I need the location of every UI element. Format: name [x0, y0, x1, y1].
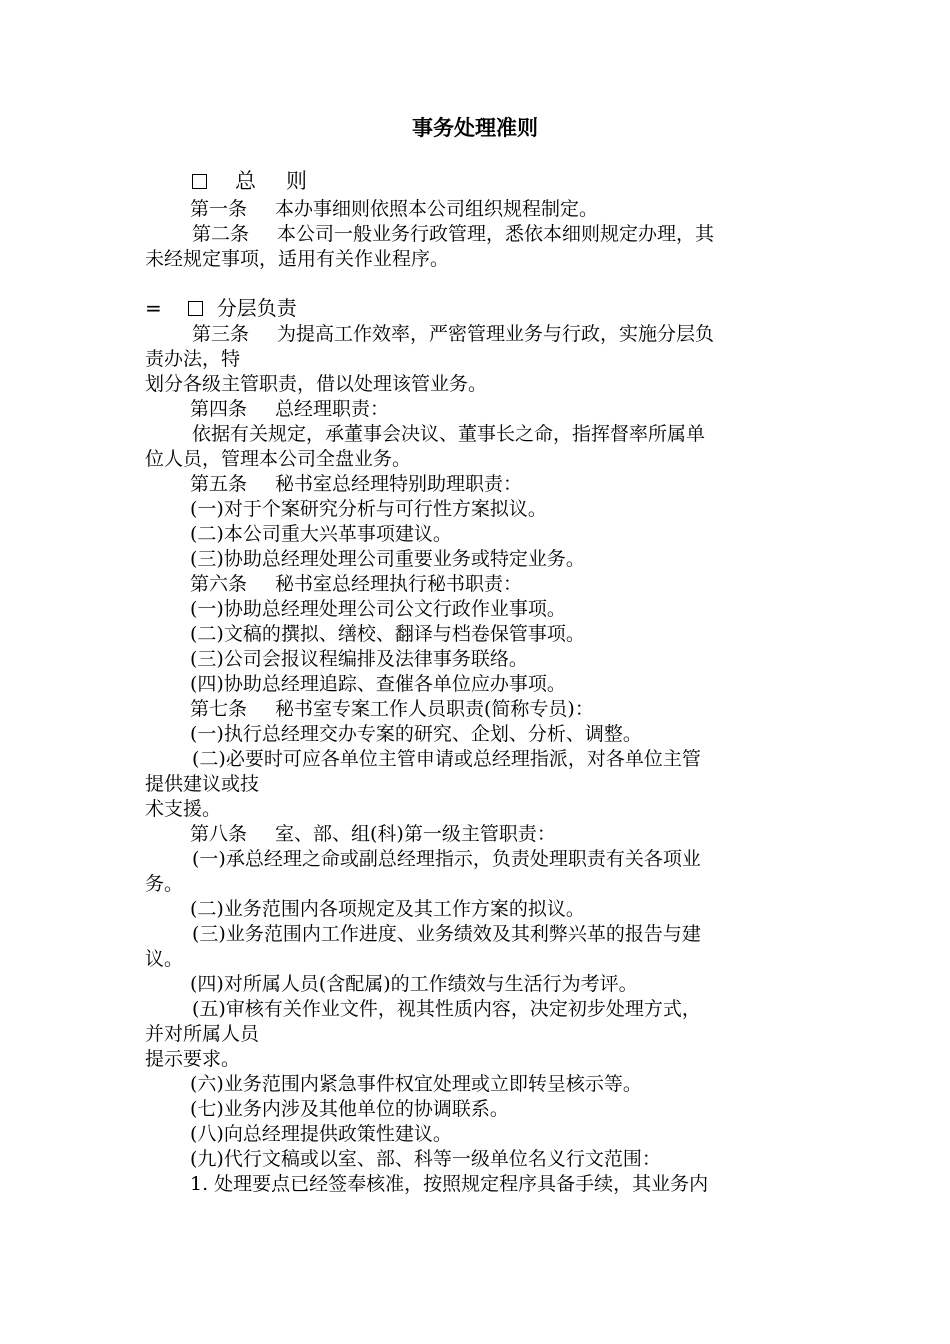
article-5: 第五条 秘书室总经理特别助理职责： [190, 473, 523, 495]
article-7: 第七条 秘书室专案工作人员职责(简称专员)： [190, 698, 594, 720]
article-4-detail-line-1: 依据有关规定，承董事会决议、董事长之命，指挥督率所属单 [192, 423, 706, 445]
article-3-line-3: 划分各级主管职责，借以处理该管业务。 [145, 373, 488, 395]
article-5-item: (三)协助总经理处理公司重要业务或特定业务。 [190, 548, 585, 570]
article-3-line-2: 责办法，特 [145, 348, 241, 370]
article-6-item: (三)公司会报议程编排及法律事务联络。 [190, 648, 528, 670]
article-3-line-1: 第三条 为提高工作效率，严密管理业务与行政，实施分层负 [192, 323, 715, 345]
article-4: 第四条 总经理职责： [190, 398, 390, 420]
article-7-item-2-line-1: (二)必要时可应各单位主管申请或总经理指派，对各单位主管 [192, 748, 701, 770]
article-8-item-5-line-1: (五)审核有关作业文件，视其性质内容，决定初步处理方式， [192, 998, 701, 1020]
article-5-item: (一)对于个案研究分析与可行性方案拟议。 [190, 498, 547, 520]
article-8-item-5-line-2: 并对所属人员 [145, 1023, 260, 1045]
article-2-line-1: 第二条 本公司一般业务行政管理，悉依本细则规定办理，其 [192, 223, 715, 245]
article-8-item-1-line-1: (一)承总经理之命或副总经理指示，负责处理职责有关各项业 [192, 848, 701, 870]
article-8-item-5-line-3: 提示要求。 [145, 1048, 241, 1070]
article-8-item-9-sub-1: 1. 处理要点已经签奉核准，按照规定程序具备手续，其业务内 [190, 1173, 709, 1195]
article-8-item-1-line-2: 务。 [145, 873, 184, 895]
article-8-item-8: (八)向总经理提供政策性建议。 [190, 1123, 452, 1145]
article-8-item-6: (六)业务范围内紧急事件权宜处理或立即转呈核示等。 [190, 1073, 642, 1095]
article-5-item: (二)本公司重大兴革事项建议。 [190, 523, 452, 545]
article-8-item-3-line-1: (三)业务范围内工作进度、业务绩效及其利弊兴革的报告与建 [192, 923, 701, 945]
article-6-item: (四)协助总经理追踪、查催各单位应办事项。 [190, 673, 566, 695]
section-heading-general: 总 则 [145, 166, 810, 197]
document-title: 事务处理准则 [412, 116, 538, 140]
article-6-item: (一)协助总经理处理公司公文行政作业事项。 [190, 598, 566, 620]
article-8: 第八条 室、部、组(科)第一级主管职责： [190, 823, 556, 845]
article-8-item-2: (二)业务范围内各项规定及其工作方案的拟议。 [190, 898, 585, 920]
article-8-item-3-line-2: 议。 [145, 948, 184, 970]
checkbox-square-icon [188, 301, 203, 316]
article-7-item-2-line-2: 提供建议或技 [145, 773, 260, 795]
article-8-item-9: (九)代行文稿或以室、部、科等一级单位名义行文范围： [190, 1148, 661, 1170]
article-1: 第一条 本办事细则依照本公司组织规程制定。 [190, 198, 599, 220]
article-2-line-2: 未经规定事项，适用有关作业程序。 [145, 248, 450, 270]
checkbox-square-icon [192, 174, 207, 189]
article-6: 第六条 秘书室总经理执行秘书职责： [190, 573, 523, 595]
article-8-item-7: (七)业务内涉及其他单位的协调联系。 [190, 1098, 509, 1120]
article-4-detail-line-2: 位人员，管理本公司全盘业务。 [145, 448, 412, 470]
section-heading-hierarchy: = 分层负责 [145, 296, 297, 320]
article-7-item-2-line-3: 术支援。 [145, 798, 222, 820]
document-body [145, 166, 810, 1197]
article-7-item-1: (一)执行总经理交办专案的研究、企划、分析、调整。 [190, 723, 642, 745]
article-6-item: (二)文稿的撰拟、缮校、翻译与档卷保管事项。 [190, 623, 585, 645]
article-8-item-4: (四)对所属人员(含配属)的工作绩效与生活行为考评。 [190, 973, 638, 995]
